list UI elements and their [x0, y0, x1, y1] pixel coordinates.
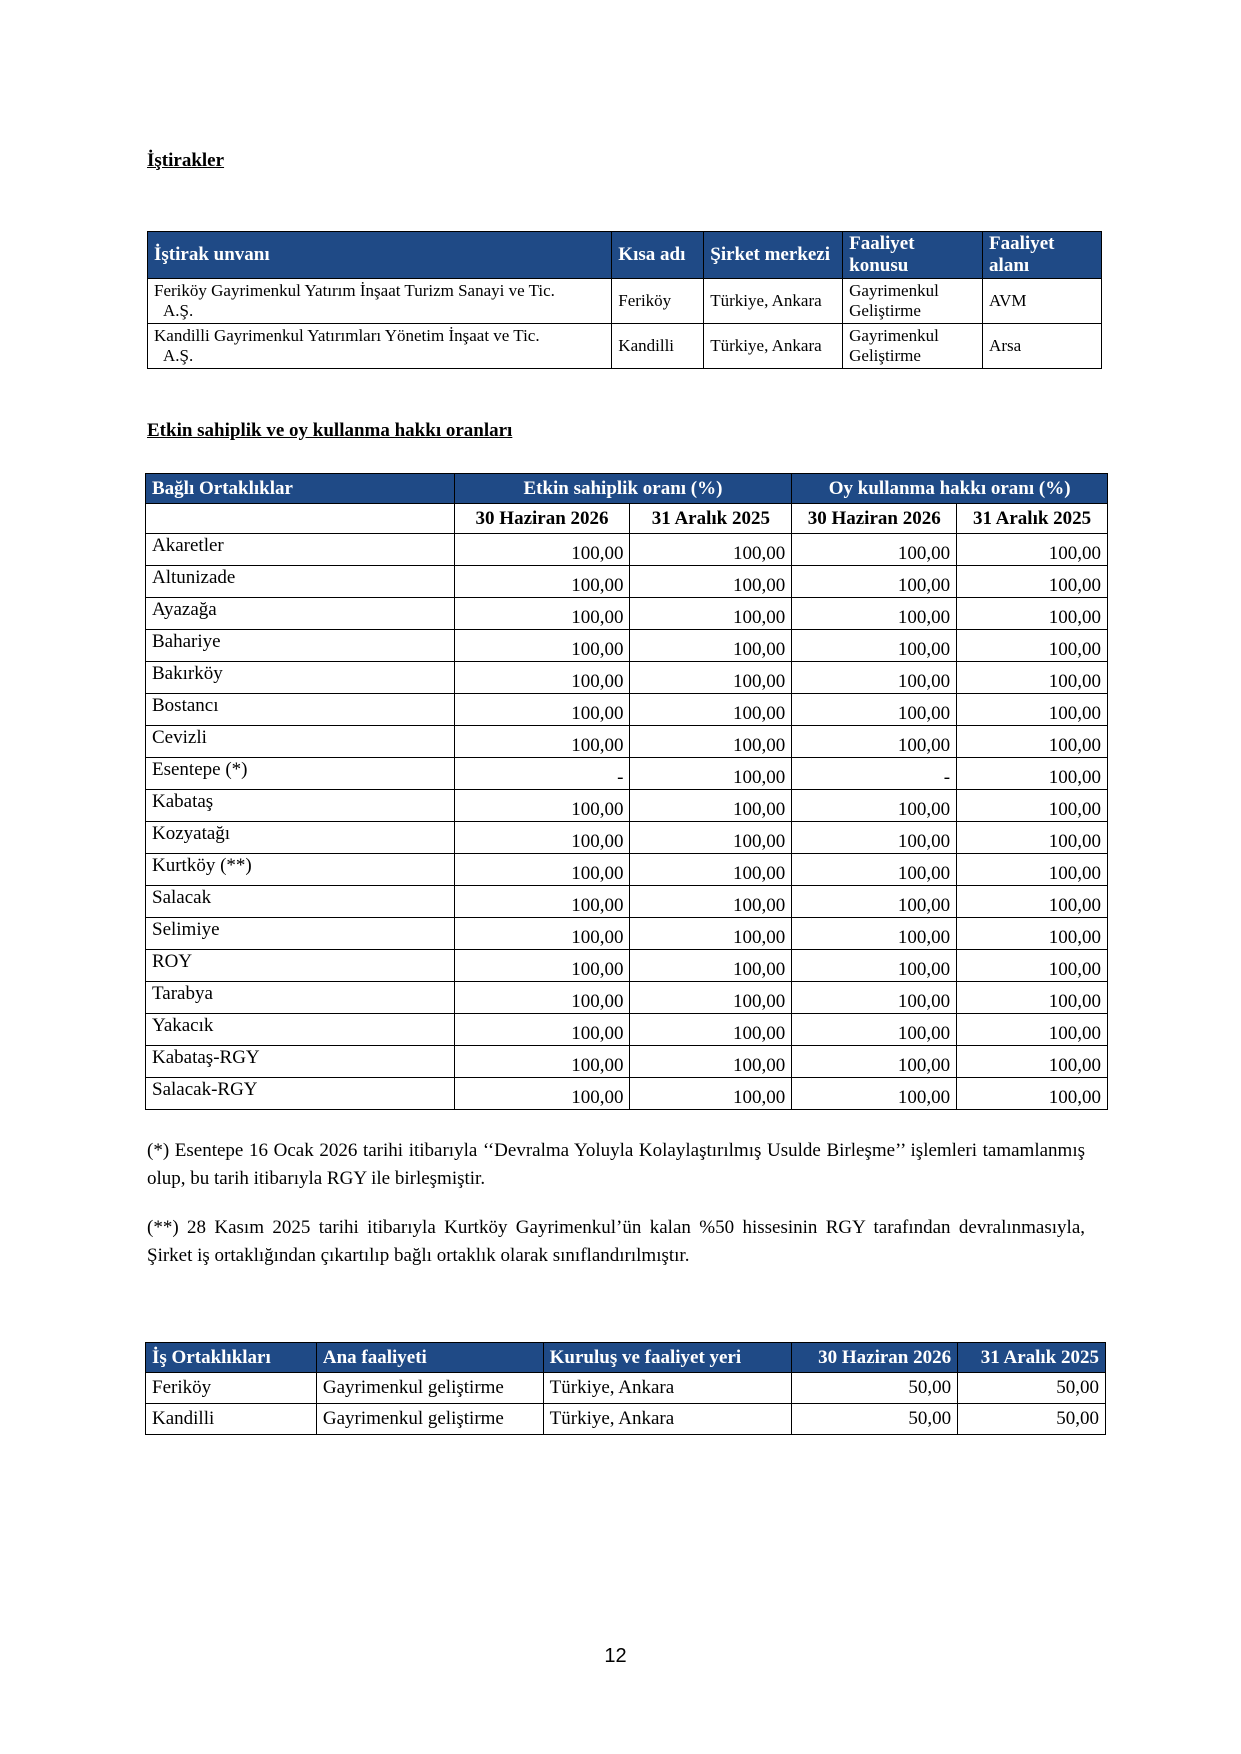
- cell-value-etkin-2026: -: [454, 758, 630, 790]
- cell-value-etkin-2026: 100,00: [454, 726, 630, 758]
- cell-subsidiary-name: Kurtköy (**): [146, 854, 455, 886]
- page-number: 12: [604, 1645, 627, 1667]
- col-subheader-empty: [146, 504, 455, 534]
- is-ortakliklari-table: [145, 1342, 1106, 1435]
- table-header-row: [148, 232, 1102, 279]
- cell-subsidiary-name: Yakacık: [146, 1014, 455, 1046]
- cell-value-etkin-2025: 100,00: [630, 662, 792, 694]
- cell-activity: Gayrimenkul geliştirme: [316, 1404, 543, 1435]
- cell-value-etkin-2026: 100,00: [454, 982, 630, 1014]
- cell-subsidiary-name: Bakırköy: [146, 662, 455, 694]
- cell-subsidiary-name: Bostancı: [146, 694, 455, 726]
- cell-value-etkin-2025: 100,00: [630, 694, 792, 726]
- cell-value-etkin-2026: 100,00: [454, 854, 630, 886]
- company-name-line1: Kandilli Gayrimenkul Yatırımları Yönetim İnşaat ve Tic.: [154, 326, 540, 345]
- col-header-date2: 31 Aralık 2025: [958, 1343, 1106, 1373]
- cell-value-etkin-2026: 100,00: [454, 950, 630, 982]
- cell-location: Türkiye, Ankara: [543, 1404, 792, 1435]
- footnote-kurtkoy: (**) 28 Kasım 2025 tarihi itibarıyla Kurtköy Gayrimenkul’ün kalan %50 hissesinin RGY tarafından devralınmasıyla, Şirket iş ortaklığından çıkartılıp bağlı ortaklık olarak sınıflandırılmıştır.: [147, 1217, 1085, 1266]
- cell-subsidiary-name: ROY: [146, 950, 455, 982]
- table-row: [146, 598, 1108, 630]
- col-subheader-date1: 30 Haziran 2026: [454, 504, 630, 534]
- cell-value-etkin-2026: 100,00: [454, 886, 630, 918]
- table-row: [146, 1014, 1108, 1046]
- cell-value-etkin-2025: 100,00: [630, 630, 792, 662]
- table-row: [146, 566, 1108, 598]
- cell-value-oy-2026: 100,00: [792, 1078, 957, 1110]
- cell-subsidiary-name: Kabataş: [146, 790, 455, 822]
- cell-headquarters: Türkiye, Ankara: [704, 324, 843, 369]
- table-row: [146, 950, 1108, 982]
- section-title-istirakler: İştirakler: [147, 150, 225, 171]
- company-name-line2: A.Ş.: [163, 346, 194, 365]
- cell-value-oy-2025: 100,00: [957, 982, 1108, 1014]
- cell-name: Kandilli: [146, 1404, 317, 1435]
- col-header-ana-faaliyeti: Ana faaliyeti: [316, 1343, 543, 1373]
- table-row: [146, 534, 1108, 566]
- cell-value-etkin-2025: 100,00: [630, 918, 792, 950]
- cell-value-etkin-2026: 100,00: [454, 822, 630, 854]
- cell-company-name: [148, 279, 612, 324]
- cell-subsidiary-name: Altunizade: [146, 566, 455, 598]
- cell-value-etkin-2025: 100,00: [630, 566, 792, 598]
- col-group-etkin-sahiplik: Etkin sahiplik oranı (%): [454, 474, 792, 504]
- table-row: [146, 662, 1108, 694]
- cell-value-oy-2026: 100,00: [792, 950, 957, 982]
- cell-value-oy-2025: 100,00: [957, 534, 1108, 566]
- activity-line1: Gayrimenkul: [849, 281, 939, 300]
- cell-value-etkin-2025: 100,00: [630, 758, 792, 790]
- cell-value-oy-2025: 100,00: [957, 1046, 1108, 1078]
- cell-value-date2: 50,00: [958, 1404, 1106, 1435]
- table-row: [146, 726, 1108, 758]
- col-group-oy-kullanma: Oy kullanma hakkı oranı (%): [792, 474, 1108, 504]
- cell-value-oy-2026: 100,00: [792, 790, 957, 822]
- cell-value-oy-2025: 100,00: [957, 886, 1108, 918]
- table-row: [146, 1404, 1106, 1435]
- cell-value-oy-2026: 100,00: [792, 726, 957, 758]
- table-row: [146, 982, 1108, 1014]
- ownership-table-body: [146, 534, 1108, 1110]
- col-header-faaliyet-konusu: Faaliyet konusu: [843, 232, 983, 279]
- cell-value-etkin-2026: 100,00: [454, 566, 630, 598]
- cell-value-oy-2026: 100,00: [792, 1014, 957, 1046]
- cell-headquarters: Türkiye, Ankara: [704, 279, 843, 324]
- cell-value-oy-2025: 100,00: [957, 822, 1108, 854]
- cell-value-oy-2026: 100,00: [792, 918, 957, 950]
- table-row: [146, 694, 1108, 726]
- col-header-date1: 30 Haziran 2026: [792, 1343, 958, 1373]
- cell-value-date1: 50,00: [792, 1404, 958, 1435]
- ownership-table: [145, 473, 1108, 1110]
- cell-value-date1: 50,00: [792, 1373, 958, 1404]
- table-row: [146, 822, 1108, 854]
- col-header-bagli-ortakliklar: Bağlı Ortaklıklar: [146, 474, 455, 504]
- col-header-faaliyet-alani: Faaliyet alanı: [983, 232, 1102, 279]
- cell-value-oy-2026: 100,00: [792, 886, 957, 918]
- table-row: [146, 758, 1108, 790]
- cell-value-oy-2025: 100,00: [957, 854, 1108, 886]
- col-header-sirket-merkezi: Şirket merkezi: [704, 232, 843, 279]
- cell-subsidiary-name: Salacak-RGY: [146, 1078, 455, 1110]
- cell-value-oy-2026: 100,00: [792, 630, 957, 662]
- activity-line2: Geliştirme: [849, 301, 921, 320]
- cell-value-oy-2025: 100,00: [957, 950, 1108, 982]
- cell-value-oy-2025: 100,00: [957, 1078, 1108, 1110]
- cell-activity: [843, 324, 983, 369]
- cell-value-etkin-2026: 100,00: [454, 918, 630, 950]
- cell-value-oy-2026: 100,00: [792, 854, 957, 886]
- table-row: [146, 1078, 1108, 1110]
- cell-value-etkin-2025: 100,00: [630, 1046, 792, 1078]
- cell-value-oy-2026: 100,00: [792, 566, 957, 598]
- cell-value-oy-2025: 100,00: [957, 694, 1108, 726]
- cell-value-etkin-2025: 100,00: [630, 822, 792, 854]
- col-header-is-ortakliklari: İş Ortaklıkları: [146, 1343, 317, 1373]
- cell-value-oy-2025: 100,00: [957, 598, 1108, 630]
- cell-subsidiary-name: Bahariye: [146, 630, 455, 662]
- cell-value-etkin-2025: 100,00: [630, 1078, 792, 1110]
- cell-activity: Gayrimenkul geliştirme: [316, 1373, 543, 1404]
- table-header-row: [146, 474, 1108, 504]
- cell-field: AVM: [983, 279, 1102, 324]
- cell-value-oy-2025: 100,00: [957, 918, 1108, 950]
- cell-value-etkin-2026: 100,00: [454, 630, 630, 662]
- cell-value-etkin-2026: 100,00: [454, 662, 630, 694]
- cell-subsidiary-name: Kozyatağı: [146, 822, 455, 854]
- cell-value-etkin-2025: 100,00: [630, 1014, 792, 1046]
- cell-value-oy-2026: 100,00: [792, 1046, 957, 1078]
- cell-value-oy-2026: 100,00: [792, 982, 957, 1014]
- cell-activity: [843, 279, 983, 324]
- cell-short-name: Kandilli: [612, 324, 704, 369]
- table-row: [146, 886, 1108, 918]
- cell-value-oy-2026: 100,00: [792, 598, 957, 630]
- table-row: [146, 1373, 1106, 1404]
- cell-location: Türkiye, Ankara: [543, 1373, 792, 1404]
- col-header-kurulus-yeri: Kuruluş ve faaliyet yeri: [543, 1343, 792, 1373]
- cell-value-oy-2025: 100,00: [957, 1014, 1108, 1046]
- activity-line1: Gayrimenkul: [849, 326, 939, 345]
- cell-value-etkin-2026: 100,00: [454, 694, 630, 726]
- cell-value-oy-2025: 100,00: [957, 726, 1108, 758]
- table-row: [148, 324, 1102, 369]
- cell-value-etkin-2025: 100,00: [630, 534, 792, 566]
- cell-subsidiary-name: Tarabya: [146, 982, 455, 1014]
- cell-value-etkin-2026: 100,00: [454, 598, 630, 630]
- col-header-istirak-unvani: İştirak unvanı: [148, 232, 612, 279]
- table-row: [146, 918, 1108, 950]
- cell-value-oy-2026: 100,00: [792, 534, 957, 566]
- cell-value-etkin-2026: 100,00: [454, 534, 630, 566]
- cell-value-etkin-2025: 100,00: [630, 982, 792, 1014]
- cell-value-etkin-2025: 100,00: [630, 726, 792, 758]
- cell-subsidiary-name: Akaretler: [146, 534, 455, 566]
- table-row: [148, 279, 1102, 324]
- section-title-etkin-sahiplik: Etkin sahiplik ve oy kullanma hakkı oranları: [147, 420, 513, 441]
- cell-value-oy-2025: 100,00: [957, 758, 1108, 790]
- cell-value-etkin-2026: 100,00: [454, 1078, 630, 1110]
- cell-subsidiary-name: Esentepe (*): [146, 758, 455, 790]
- cell-subsidiary-name: Salacak: [146, 886, 455, 918]
- cell-value-oy-2026: 100,00: [792, 694, 957, 726]
- cell-value-etkin-2026: 100,00: [454, 1014, 630, 1046]
- cell-field: Arsa: [983, 324, 1102, 369]
- cell-value-etkin-2025: 100,00: [630, 598, 792, 630]
- cell-subsidiary-name: Cevizli: [146, 726, 455, 758]
- cell-value-oy-2025: 100,00: [957, 630, 1108, 662]
- col-subheader-date1: 30 Haziran 2026: [792, 504, 957, 534]
- col-subheader-date2: 31 Aralık 2025: [630, 504, 792, 534]
- footnote-esentepe: (*) Esentepe 16 Ocak 2026 tarihi itibarıyla ‘‘Devralma Yoluyla Kolaylaştırılmış Usulde Birleşme’’ işlemleri tamamlanmış olup, bu tarih itibarıyla RGY ile birleşmiştir.: [147, 1140, 1085, 1189]
- table-row: [146, 854, 1108, 886]
- cell-value-date2: 50,00: [958, 1373, 1106, 1404]
- company-name-line1: Feriköy Gayrimenkul Yatırım İnşaat Turizm Sanayi ve Tic.: [154, 281, 555, 300]
- cell-value-etkin-2025: 100,00: [630, 950, 792, 982]
- cell-company-name: [148, 324, 612, 369]
- company-name-line2: A.Ş.: [163, 301, 194, 320]
- cell-value-etkin-2025: 100,00: [630, 790, 792, 822]
- cell-short-name: Feriköy: [612, 279, 704, 324]
- istirakler-table: [147, 231, 1102, 369]
- table-header-row: [146, 1343, 1106, 1373]
- cell-value-oy-2026: -: [792, 758, 957, 790]
- cell-value-etkin-2026: 100,00: [454, 790, 630, 822]
- col-subheader-date2: 31 Aralık 2025: [957, 504, 1108, 534]
- table-subheader-row: [146, 504, 1108, 534]
- cell-value-oy-2026: 100,00: [792, 662, 957, 694]
- table-row: [146, 1046, 1108, 1078]
- cell-name: Feriköy: [146, 1373, 317, 1404]
- cell-subsidiary-name: Selimiye: [146, 918, 455, 950]
- cell-subsidiary-name: Kabataş-RGY: [146, 1046, 455, 1078]
- cell-value-etkin-2025: 100,00: [630, 854, 792, 886]
- table-row: [146, 790, 1108, 822]
- col-header-kisa-adi: Kısa adı: [612, 232, 704, 279]
- cell-value-etkin-2026: 100,00: [454, 1046, 630, 1078]
- cell-value-oy-2025: 100,00: [957, 566, 1108, 598]
- cell-value-oy-2026: 100,00: [792, 822, 957, 854]
- cell-value-oy-2025: 100,00: [957, 790, 1108, 822]
- activity-line2: Geliştirme: [849, 346, 921, 365]
- table-row: [146, 630, 1108, 662]
- cell-value-etkin-2025: 100,00: [630, 886, 792, 918]
- cell-value-oy-2025: 100,00: [957, 662, 1108, 694]
- cell-subsidiary-name: Ayazağa: [146, 598, 455, 630]
